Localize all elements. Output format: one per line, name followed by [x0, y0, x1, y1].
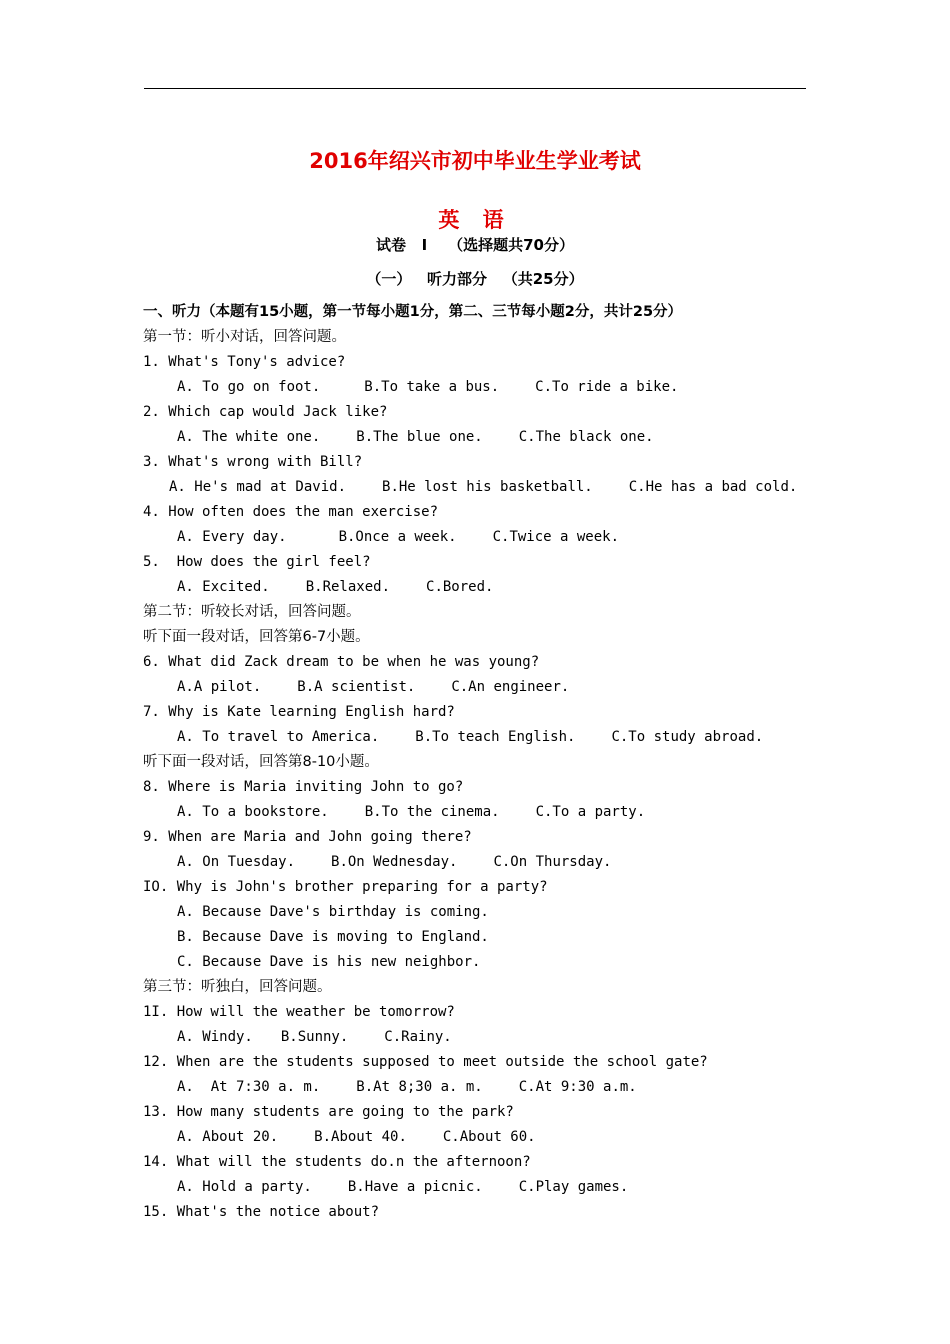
option-c: C.To ride a bike. [535, 379, 679, 395]
options-8 [143, 800, 823, 825]
option-b: B.He lost his basketball. [382, 479, 593, 495]
option-a: A. To a bookstore. [177, 804, 329, 820]
options-6 [143, 675, 823, 700]
question-15: 15. What's the notice about? [143, 1204, 380, 1220]
options-7 [143, 725, 823, 750]
question-8: 8. Where is Maria inviting John to go? [143, 779, 464, 795]
question-6: 6. What did Zack dream to be when he was young? [143, 654, 540, 670]
question-9: 9. When are Maria and John going there? [143, 829, 472, 845]
option-b: B.Have a picnic. [347, 1179, 483, 1195]
section3-title: 第三节：听独白，回答问题。 [143, 979, 332, 995]
option-b: B.Relaxed. [305, 579, 391, 595]
options-11 [143, 1025, 823, 1050]
paper-label: 试卷 I （选择题共70分） [375, 236, 574, 254]
options-2 [143, 425, 823, 450]
questions-area [143, 300, 823, 1225]
option-c: C.The black one. [518, 429, 654, 445]
option-b: B.To take a bus. [364, 379, 500, 395]
options-14 [143, 1175, 823, 1200]
option-a: A. Every day. [177, 529, 287, 545]
option-b: B.To the cinema. [364, 804, 500, 820]
option-c: C.Bored. [426, 579, 494, 595]
options-13 [143, 1125, 823, 1150]
option-a: A. To travel to America. [177, 729, 380, 745]
question-12: 12. When are the students supposed to meet outside the school gate? [143, 1054, 708, 1070]
option-b: B.The blue one. [356, 429, 483, 445]
section2-intro-b: 听下面一段对话，回答第8-10小题。 [143, 754, 379, 770]
question-11: 1I. How will the weather be tomorrow? [143, 1004, 455, 1020]
option-c: C.About 60. [442, 1129, 536, 1145]
options-9 [143, 850, 823, 875]
option-a: A.A pilot. [177, 679, 262, 695]
option-a: A. Windy. [177, 1029, 253, 1045]
section2-title: 第二节：听较长对话，回答问题。 [143, 604, 361, 620]
subject-title: 英 语 [438, 208, 512, 232]
question-2: 2. Which cap would Jack like? [143, 404, 388, 420]
options-1 [143, 375, 823, 400]
options-5 [143, 575, 823, 600]
option-c: C.To a party. [535, 804, 646, 820]
question-4: 4. How often does the man exercise? [143, 504, 439, 520]
question-7: 7. Why is Kate learning English hard? [143, 704, 455, 720]
question-13: 13. How many students are going to the park? [143, 1104, 514, 1120]
header-rule [144, 88, 806, 89]
options-3 [143, 475, 823, 500]
question-5: 5. How does the girl feel? [143, 554, 371, 570]
option-10a: A. Because Dave's birthday is coming. [177, 904, 489, 920]
option-c: C.Twice a week. [492, 529, 620, 545]
part-label: （一） 听力部分 （共25分） [366, 270, 584, 288]
option-b: B.To teach English. [415, 729, 576, 745]
options-4 [143, 525, 823, 550]
option-10b: B. Because Dave is moving to England. [177, 929, 489, 945]
question-14: 14. What will the students do.n the afternoon? [143, 1154, 531, 1170]
exam-title: 2016年绍兴市初中毕业生学业考试 [309, 149, 641, 173]
option-a: A. On Tuesday. [177, 854, 296, 870]
question-10: IO. Why is John's brother preparing for a party? [143, 879, 548, 895]
option-a: A. Excited. [177, 579, 270, 595]
option-b: B.A scientist. [297, 679, 416, 695]
option-a: A. At 7:30 a. m. [177, 1079, 321, 1095]
section-heading: 一、听力（本题有15小题，第一节每小题1分，第二、三节每小题2分，共计25分） [143, 304, 683, 320]
option-c: C.He has a bad cold. [628, 479, 798, 495]
option-c: C.An engineer. [451, 679, 570, 695]
option-b: B.On Wednesday. [331, 854, 458, 870]
question-1: 1. What's Tony's advice? [143, 354, 346, 370]
options-12 [143, 1075, 823, 1100]
question-3: 3. What's wrong with Bill? [143, 454, 363, 470]
option-a: A. About 20. [177, 1129, 279, 1145]
option-b: B.About 40. [314, 1129, 407, 1145]
option-c: C.On Thursday. [493, 854, 612, 870]
option-c: C.Play games. [518, 1179, 629, 1195]
option-c: C.To study abroad. [611, 729, 764, 745]
option-a: A. Hold a party. [177, 1179, 312, 1195]
section2-intro-a: 听下面一段对话，回答第6-7小题。 [143, 629, 370, 645]
option-b: B.At 8;30 a. m. [356, 1079, 483, 1095]
option-10c: C. Because Dave is his new neighbor. [177, 954, 481, 970]
option-c: C.At 9:30 a.m. [518, 1079, 637, 1095]
section1-title: 第一节：听小对话，回答问题。 [143, 329, 346, 345]
option-b: B.Sunny. [280, 1029, 349, 1045]
option-a: A. To go on foot. [177, 379, 321, 395]
option-b: B.Once a week. [338, 529, 457, 545]
option-c: C.Rainy. [384, 1029, 452, 1045]
option-a: A. The white one. [177, 429, 321, 445]
option-a: A. He's mad at David. [169, 479, 347, 495]
